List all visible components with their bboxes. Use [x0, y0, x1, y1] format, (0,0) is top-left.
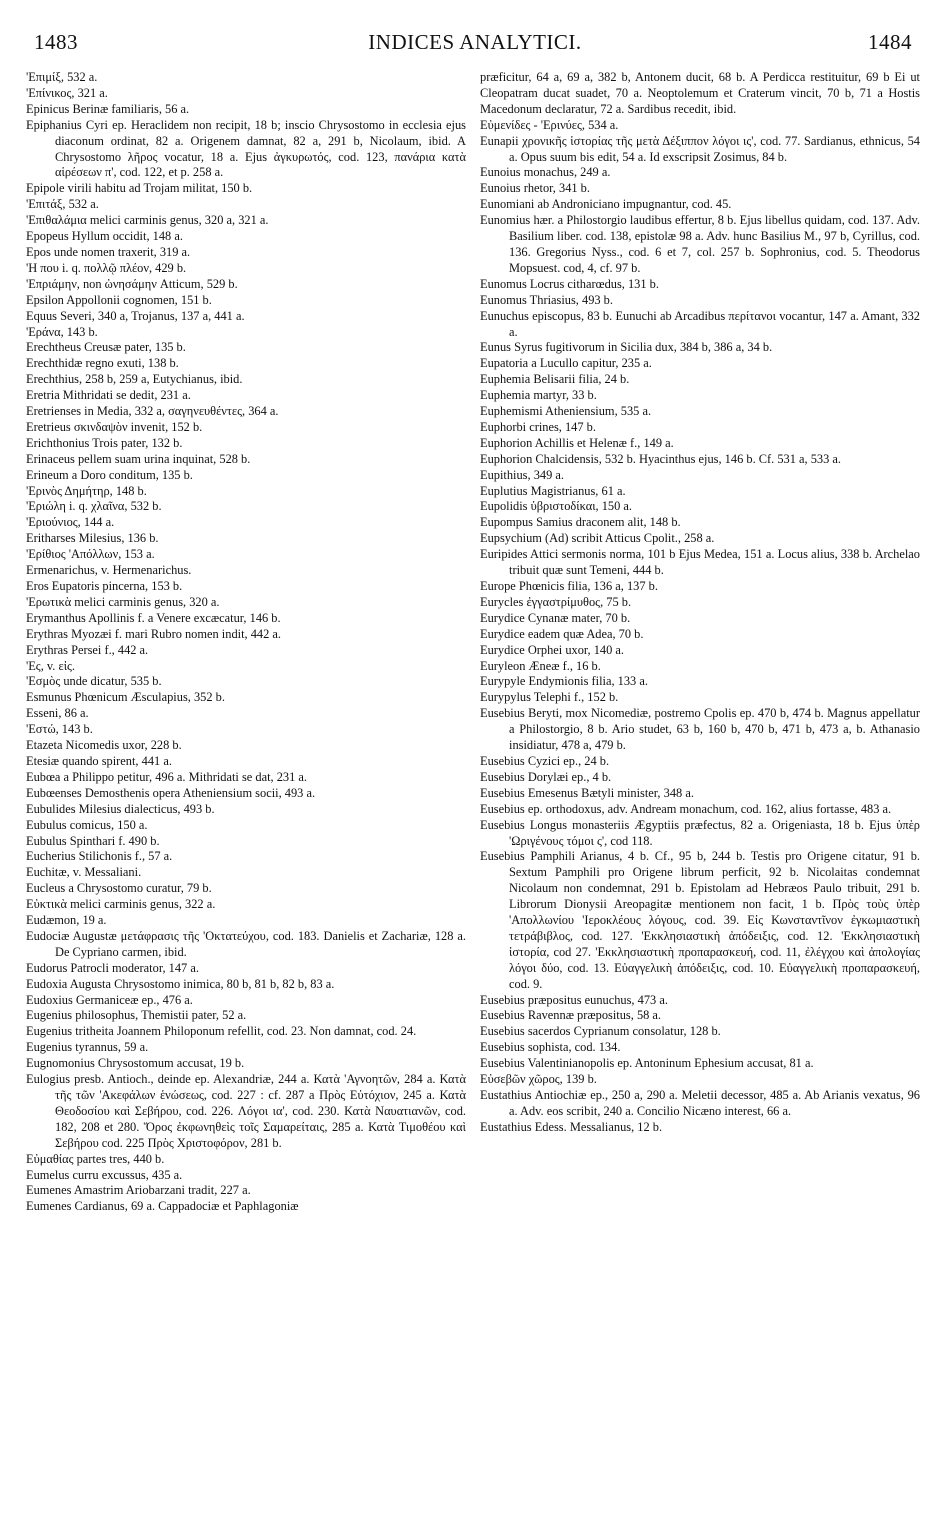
- index-entry: Epiphanius Cyri ep. Heraclidem non recipit, 18 b; inscio Chrysostomo in ecclesia ejus diaconum ordinat, 82 a. Origenem damnat, 82 a, 291 b, Nicolaum, ibid. A Chrysostomo λῆρος vocatur, 18 a. Ejus ἀγκυρωτός, cod. 123, πανάρια κατὰ αἱρέσεων π', cod. 122, et p. 258 a.: [26, 117, 466, 180]
- index-entry: Eunomius hær. a Philostorgio laudibus effertur, 8 b. Ejus libellus quidam, cod. 137. Adv. Basilium liber. cod. 138, epistolæ 98 a. Adv. hunc Basilius M., 97 b, Cyrillus, cod. 136. Gregorius Nyss., cod. 6 et 7, col. 257 b. Sophronius, cod. 5. Theodorus Mopsuest. cod, 4, cf. 97 b.: [480, 213, 920, 275]
- index-entry: Erechthidæ regno exuti, 138 b.: [26, 356, 179, 371]
- index-entry: Eurycles ἐγγαστρίμυθος, 75 b.: [480, 594, 632, 609]
- index-entry: Eusebius ep. orthodoxus, adv. Andream monachum, cod. 162, alius fortasse, 483 a.: [480, 801, 892, 816]
- index-entry: 'Ες, v. εἰς.: [26, 658, 76, 673]
- index-entry: Eunomus Thriasius, 493 b.: [480, 292, 613, 307]
- index-entry: Eunomus Locrus citharœdus, 131 b.: [480, 276, 659, 291]
- index-entry: Erinaceus pellem suam urina inquinat, 528 b.: [26, 451, 251, 466]
- index-entry: Eupithius, 349 a.: [480, 467, 564, 482]
- index-entry: 'Η που i. q. πολλῷ πλέον, 429 b.: [26, 260, 187, 275]
- index-entry: Eubulides Milesius dialecticus, 493 b.: [26, 801, 215, 816]
- index-entry: Esseni, 86 a.: [26, 706, 89, 721]
- index-entry: Εὐκτικὰ melici carminis genus, 322 a.: [26, 897, 216, 912]
- index-entry: Eusebius præpositus eunuchus, 473 a.: [480, 992, 668, 1007]
- index-entry: Eunoius monachus, 249 a.: [480, 165, 611, 180]
- index-entry: Etazeta Nicomedis uxor, 228 b.: [26, 738, 182, 753]
- index-entry: 'Επιθαλάμια melici carminis genus, 320 a, 321 a.: [26, 213, 269, 228]
- index-entry: Eurydice eadem quæ Adea, 70 b.: [480, 626, 644, 641]
- index-entry: Erythras Persei f., 442 a.: [26, 642, 149, 657]
- index-entry: Eustathius Antiochiæ ep., 250 a, 290 a. Meletii decessor, 485 a. Ab Arianis vexatus, 96 a. Adv. eos scribit, 240 a. Concilio Nicæno interest, 66 a.: [480, 1088, 920, 1118]
- index-entry: Eurypylus Telephi f., 152 b.: [480, 690, 619, 705]
- index-entry: Eubulus Spinthari f. 490 b.: [26, 833, 160, 848]
- index-entry: præficitur, 64 a, 69 a, 382 b, Antonem ducit, 68 b. A Perdicca restituitur, 69 b Ei ut Cleopatram ducat suadet, 70 a. Neoptolemum et Craterum vincit, 70 b, 71 a Hostis Macedonum declaratur, 72 a. Sardibus recedit, ibid.: [480, 70, 920, 116]
- index-entry: Epinicus Berinæ familiaris, 56 a.: [26, 101, 190, 116]
- index-entry: Euphorbi crines, 147 b.: [480, 419, 596, 434]
- page-title: INDICES ANALYTICI.: [368, 30, 582, 54]
- index-entry: Euphorion Chalcidensis, 532 b. Hyacinthus ejus, 146 b. Cf. 531 a, 533 a.: [480, 451, 842, 466]
- index-entry: Eubulus comicus, 150 a.: [26, 817, 148, 832]
- index-entry: Epsilon Appollonii cognomen, 151 b.: [26, 292, 212, 307]
- index-entry: Eusebius sophista, cod. 134.: [480, 1040, 621, 1055]
- index-entry: 'Επιτάξ, 532 a.: [26, 197, 99, 212]
- index-entry: Eusebius Longus monasteriis Ægyptiis præfectus, 82 a. Origeniasta, 18 b. Ejus ὑπὲρ 'Ωριγένους τόμοι ς', cod 118.: [480, 817, 920, 848]
- index-entry: Etesiæ quando spirent, 441 a.: [26, 753, 172, 768]
- index-entry: Europe Phœnicis filia, 136 a, 137 b.: [480, 579, 658, 593]
- index-entry: Epopeus Hyllum occidit, 148 a.: [26, 229, 183, 244]
- index-entry: Eugnomonius Chrysostomum accusat, 19 b.: [26, 1056, 245, 1071]
- index-entry: Euphemia martyr, 33 b.: [480, 388, 597, 403]
- index-entry: Εὐμενίδες - 'Ερινύες, 534 a.: [480, 117, 619, 132]
- index-entry: Equus Severi, 340 a, Trojanus, 137 a, 441 a.: [26, 308, 245, 323]
- index-entry: Eusebius Ravennæ præpositus, 58 a.: [480, 1008, 662, 1023]
- index-entry: Eugenius tyrannus, 59 a.: [26, 1040, 149, 1055]
- index-entry: Eusebius Beryti, mox Nicomediæ, postremo Cpolis ep. 470 b, 474 b. Magnus appellatur a Philostorgio, 8 b. Ario studet, 63 b, 160 b, 470 b, 471 b, 473 a, b. Athanasio insidiatur, 478 a, 479 b.: [480, 706, 920, 753]
- index-entry: Eudoxius Germaniceæ ep., 476 a.: [26, 992, 193, 1007]
- index-entry: Epipole virili habitu ad Trojam militat, 150 b.: [26, 181, 253, 196]
- page-number-left: 1483: [34, 30, 78, 54]
- index-entry: Eusebius Pamphili Arianus, 4 b. Cf., 95 b, 244 b. Testis pro Origene citatur, 91 b. Sextum Pamphili pro Origene librum perficit, 92 b. Nicolaitas condemnat Nicolaum non condemnat, 291 b. Epistolam ad Hebræos Paulo tribuit, 291 b. Librorum Dionysii Areopagitæ mentionem non facit, 1 b. Πρὸς τοὺς ὑπὲρ 'Απολλωνίου 'Ιεροκλέους λόγους, cod. 39. Εἰς Κωνσταντῖνον ἐγκωμιαστικὴ τετράβιβλος, cod. 127. 'Εκκλησιαστικὴ ἀπόδειξις, cod. 12. 'Εκκλησιαστικὴ ἱστορία, cod 27. 'Εκκλησιαστικὴ προπαρασκευή, cod. 11, ἐλέγχου καὶ ἀπολογίας λόγοι δύο, cod. 13. Εὐαγγελικὴ ἀπόδειξις, cod. 10. Εὐαγγελικὴ προπαρασκευή, cod. 9.: [480, 849, 920, 991]
- index-entry: 'Εράνα, 143 b.: [26, 324, 98, 339]
- index-entry: Epos unde nomen traxerit, 319 a.: [26, 244, 191, 259]
- index-entry: Eusebius Dorylæi ep., 4 b.: [480, 769, 612, 784]
- index-entry: Euphorion Achillis et Helenæ f., 149 a.: [480, 435, 674, 450]
- index-entry: Eudorus Patrocli moderator, 147 a.: [26, 960, 199, 975]
- index-entry: Eugenius tritheita Joannem Philoponum refellit, cod. 23. Non damnat, cod. 24.: [26, 1024, 417, 1039]
- index-entry: Eretria Mithridati se dedit, 231 a.: [26, 388, 191, 403]
- index-entry: Eupolidis ὑβριστοδίκαι, 150 a.: [480, 499, 633, 514]
- index-entry: Eumelus curru excussus, 435 a.: [26, 1167, 183, 1182]
- index-entry: Eusebius sacerdos Cyprianum consolatur, 128 b.: [480, 1024, 721, 1039]
- index-entry: Eucleus a Chrysostomo curatur, 79 b.: [26, 881, 212, 896]
- index-entry: Eusebius Cyzici ep., 24 b.: [480, 753, 610, 768]
- index-entry: Eucherius Stilichonis f., 57 a.: [26, 849, 173, 864]
- index-entry: Esmunus Phœnicum Æsculapius, 352 b.: [26, 690, 225, 705]
- index-entry: Eretrienses in Media, 332 a, σαγηνευθέντες, 364 a.: [26, 404, 279, 419]
- index-entry: 'Επριάμην, non ὠνησάμην Atticum, 529 b.: [26, 276, 238, 291]
- index-entry: Eros Eupatoris pincerna, 153 b.: [26, 579, 183, 593]
- index-entry: Erineum a Doro conditum, 135 b.: [26, 467, 193, 482]
- index-entry: Eudociæ Augustæ μετάφρασις τῆς 'Οκτατεύχου, cod. 183. Danielis et Zachariæ, 128 a. De Cypriano carmen, ibid.: [26, 928, 466, 959]
- index-column-left: [26, 70, 466, 1540]
- index-entry: Eubœenses Demosthenis opera Atheniensium socii, 493 a.: [26, 785, 316, 800]
- index-entry: Eunapii χρονικῆς ἱστορίας τῆς μετὰ Δέξιππον λόγοι ις', cod. 77. Sardianus, ethnicus, 54 a. Opus suum bis edit, 54 a. Id exscripsit Zosimus, 84 b.: [480, 133, 920, 164]
- index-entry: Eunomiani ab Androniciano impugnantur, cod. 45.: [480, 197, 732, 212]
- index-entry: Eupsychium (Ad) scribit Atticus Cpolit., 258 a.: [480, 531, 715, 546]
- index-entry: Eupompus Samius draconem alit, 148 b.: [480, 515, 681, 530]
- index-entry: Erythras Myozæi f. mari Rubro nomen indit, 442 a.: [26, 626, 282, 641]
- index-entry: Eunoius rhetor, 341 b.: [480, 181, 590, 196]
- index-entry: Eusebius Emesenus Bætyli minister, 348 a.: [480, 785, 694, 800]
- index-entry: Erymanthus Apollinis f. a Venere excæcatur, 146 b.: [26, 610, 281, 625]
- index-entry: 'Ερίθιος 'Απόλλων, 153 a.: [26, 547, 155, 562]
- index-column-right: [480, 70, 920, 1540]
- index-entry: Eubœa a Philippo petitur, 496 a. Mithridati se dat, 231 a.: [26, 769, 307, 784]
- index-entry: 'Εριώλη i. q. χλαῖνα, 532 b.: [26, 499, 162, 514]
- index-entry: 'Εστώ, 143 b.: [26, 722, 93, 737]
- index-entry: 'Επίνικος, 321 a.: [26, 85, 108, 100]
- index-entry: Euphemia Belisarii filia, 24 b.: [480, 372, 630, 387]
- index-entry: Erechtheus Creusæ pater, 135 b.: [26, 340, 186, 355]
- index-entry: Eumenes Cardianus, 69 a. Cappadociæ et Paphlagoniæ: [26, 1199, 299, 1214]
- index-entry: Euplutius Magistrianus, 61 a.: [480, 483, 626, 498]
- index-entry: Εὐμαθίας partes tres, 440 b.: [26, 1151, 165, 1166]
- index-entry: Eunuchus episcopus, 83 b. Eunuchi ab Arcadibus περίτανοι vocantur, 147 a. Amant, 332 a.: [480, 308, 920, 339]
- index-entry: Erechthius, 258 b, 259 a, Eutychianus, ibid.: [26, 372, 243, 387]
- index-entry: Eunus Syrus fugitivorum in Sicilia dux, 384 b, 386 a, 34 b.: [480, 340, 773, 355]
- index-entry: Eulogius presb. Antioch., deinde ep. Alexandriæ, 244 a. Κατὰ 'Αγνοητῶν, 284 a. Κατὰ τῆς τῶν 'Ακεφάλων ἑνώσεως, cod. 227 : cf. 287 a Πρὸς Εὐτόχιον, 245 a. Κατὰ Θεοδοσίου καὶ Σεβήρου, cod. 226. Λόγοι ια', cod. 230. Κατὰ Ναυατιανῶν, cod. 182, 208 et 280. Ὅρος ἐκφωνηθεὶς τοῖς Σαμαρείταις, 285 a. Κατὰ Τιμοθέου καὶ Σεβήρου cod. 225 Πρὸς Χριστοφόρον, 281 b.: [26, 1072, 466, 1150]
- index-entry: 'Επιμίξ, 532 a.: [26, 70, 98, 84]
- index-entry: Eretrieus σκινδαψὸν invenit, 152 b.: [26, 419, 203, 434]
- index-entry: Εὐσεβῶν χῶρος, 139 b.: [480, 1072, 597, 1087]
- index-entry: Eudoxia Augusta Chrysostomo inimica, 80 b, 81 b, 82 b, 83 a.: [26, 976, 335, 991]
- page-number-right: 1484: [868, 30, 912, 54]
- index-entry: Erichthonius Trois pater, 132 b.: [26, 435, 183, 450]
- index-entry: Ermenarichus, v. Hermenarichus.: [26, 563, 192, 578]
- index-entry: 'Εσμὸς unde dicatur, 535 b.: [26, 674, 162, 689]
- index-entry: Eudæmon, 19 a.: [26, 913, 107, 928]
- index-entry: Eusebius Valentinianopolis ep. Antoninum Ephesium accusat, 81 a.: [480, 1056, 814, 1071]
- index-entry: Eurypyle Endymionis filia, 133 a.: [480, 674, 648, 689]
- index-entry: 'Εριούνιος, 144 a.: [26, 515, 115, 530]
- index-entry: Euchitæ, v. Messaliani.: [26, 865, 142, 880]
- index-entry: Eugenius philosophus, Themistii pater, 52 a.: [26, 1008, 247, 1023]
- index-entry: Eumenes Amastrim Ariobarzani tradit, 227 a.: [26, 1183, 251, 1198]
- index-entry: 'Ερινὸς Δημήτηρ, 148 b.: [26, 483, 147, 498]
- index-entry: Euphemismi Atheniensium, 535 a.: [480, 404, 652, 419]
- index-entry: Eurydice Orphei uxor, 140 a.: [480, 642, 625, 657]
- index-entry: Euripides Attici sermonis norma, 101 b Ejus Medea, 151 a. Locus alius, 338 b. Archelao tribuit quæ sunt Temeni, 444 b.: [480, 547, 920, 578]
- index-entry: 'Ερωτικὰ melici carminis genus, 320 a.: [26, 594, 220, 609]
- index-entry: Eurydice Cynanæ mater, 70 b.: [480, 610, 631, 625]
- index-entry: Eustathius Edess. Messalianus, 12 b.: [480, 1119, 663, 1134]
- index-entry: Euryleon Æneæ f., 16 b.: [480, 658, 601, 673]
- running-header: [30, 30, 920, 60]
- index-entry: Eupatoria a Lucullo capitur, 235 a.: [480, 356, 652, 371]
- index-entry: Eritharses Milesius, 136 b.: [26, 531, 159, 546]
